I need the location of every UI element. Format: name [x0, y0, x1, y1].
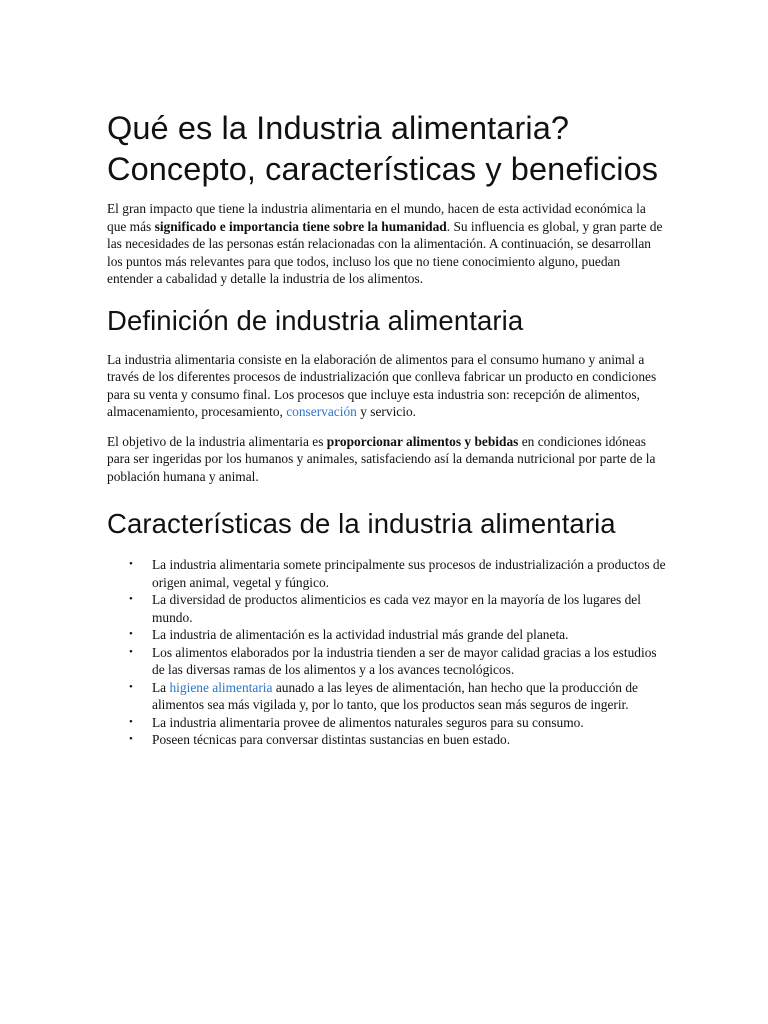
conservacion-link[interactable]: conservación	[286, 404, 357, 419]
caracteristicas-list	[107, 556, 667, 749]
intro-bold-text: significado e importancia tiene sobre la humanidad	[154, 218, 447, 234]
section-heading-caracteristicas: Características de la industria alimentaria	[107, 508, 616, 539]
list-item	[107, 731, 667, 749]
page-title: Qué es la Industria alimentaria? Concepto, características y beneficios	[107, 110, 659, 187]
definicion-paragraph-2	[107, 433, 667, 486]
definicion-text-end: y servicio.	[356, 404, 417, 419]
list-item-text: La industria alimentaria somete principalmente sus procesos de industrialización a productos de origen animal, vegetal y fúngico.	[152, 557, 666, 590]
document-page	[107, 108, 667, 749]
objetivo-bold-text: proporcionar alimentos y bebidas	[326, 433, 519, 449]
bullet-icon: •	[129, 593, 133, 605]
bullet-icon: •	[129, 645, 133, 658]
list-item-text-end: aunado a las leyes de alimentación, han hecho que la producción de alimentos sea más vigilada y, por lo tanto, que los productos sean más seguros de ingerir.	[152, 679, 638, 712]
list-item	[107, 679, 667, 714]
list-item-text: La industria de alimentación es la actividad industrial más grande del planeta.	[152, 627, 569, 642]
objetivo-text: El objetivo de la industria alimentaria es	[107, 433, 327, 449]
intro-text-continued: . Su influencia es global, y gran parte de las necesidades de las personas están relacionadas con la alimentación. A continuación, se desarrollan los puntos más relevantes para que todos, incluso los que no tiene conocimiento alguno, puedan entender a cabalidad y detalle la industria de los alimentos.	[107, 218, 663, 286]
definicion-paragraph-1	[107, 351, 667, 421]
bullet-icon: •	[129, 715, 133, 728]
bullet-icon: •	[129, 628, 133, 640]
bullet-icon: •	[129, 733, 133, 745]
list-item-text: La diversidad de productos alimenticios es cada vez mayor en la mayoría de los lugares del mundo.	[152, 592, 641, 625]
list-item	[107, 591, 667, 626]
list-item	[107, 556, 667, 591]
intro-text: El gran impacto que tiene la industria alimentaria en el mundo, hacen de esta actividad económica la que más	[107, 201, 646, 234]
bullet-icon: •	[129, 558, 133, 570]
list-item-text: Poseen técnicas para conversar distintas sustancias en buen estado.	[152, 732, 511, 747]
objetivo-text-end: en condiciones idóneas para ser ingeridas por los humanos y animales, satisfaciendo así la demanda nutricional por parte de la población humana y animal.	[107, 433, 656, 484]
list-item-text: La	[152, 679, 170, 695]
intro-paragraph	[107, 200, 667, 288]
higiene-alimentaria-link[interactable]: higiene alimentaria	[169, 679, 273, 695]
list-item	[107, 626, 667, 644]
list-item-text: Los alimentos elaborados por la industria tienden a ser de mayor calidad gracias a los estudios de las diversas ramas de los alimentos y a los avances tecnológicos.	[152, 644, 657, 677]
list-item	[107, 714, 667, 732]
section-heading-definicion: Definición de industria alimentaria	[107, 304, 524, 336]
bullet-icon: •	[129, 680, 133, 693]
list-item-text: La industria alimentaria provee de alimentos naturales seguros para su consumo.	[152, 714, 584, 730]
list-item	[107, 644, 667, 679]
definicion-text: La industria alimentaria consiste en la elaboración de alimentos para el consumo humano y animal a través de los diferentes procesos de industrialización que conlleva fabricar un producto en condiciones para su venta y consumo final. Los procesos que incluye esta industria son: recepción de alimentos, almacenamiento, procesamiento,	[107, 351, 657, 419]
